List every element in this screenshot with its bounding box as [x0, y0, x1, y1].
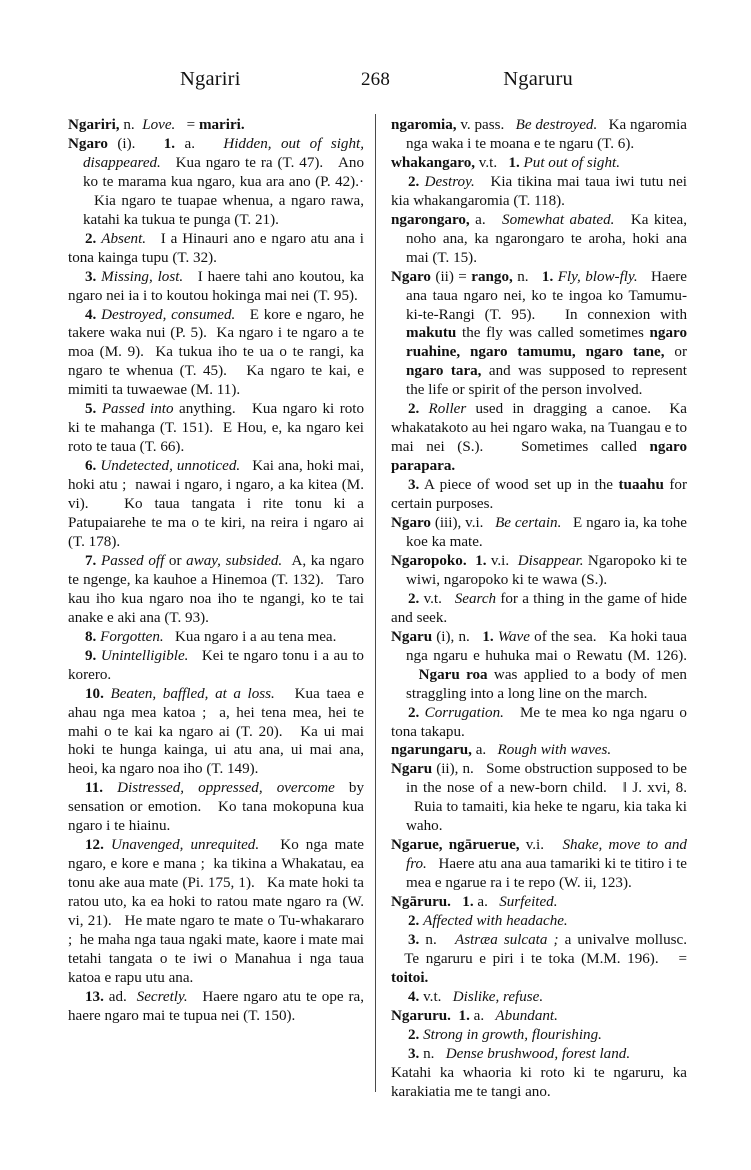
dictionary-entry: Ngāruru. 1. a. Surfeited. — [391, 894, 558, 911]
dictionary-sense: 11. Distressed, oppressed, overcome by sensation or emotion. Ko tana mokopuna kua ngaro i te hiainu. — [68, 780, 364, 835]
dictionary-entry: Ngaropoko. 1. v.i. Disappear. Ngaropoko ki te wiwi, ngaropoko ki te wawa (S.). — [391, 552, 687, 588]
dictionary-continuation: Katahi ka whaoria ki roto ki te ngaruru, ka karakiatia me te tangi ano. — [391, 1064, 687, 1100]
dictionary-sense: 2. Absent. I a Hinauri ano e ngaro atu ana i tona kainga tupu (T. 32). — [68, 230, 365, 266]
dictionary-sense: 4. v.t. Dislike, refuse. — [408, 988, 544, 1005]
dictionary-sense: 2. Destroy. Kia tikina mai taua iwi tutu nei kia whakangaromia (T. 118). — [391, 173, 687, 209]
running-head-left-headword: Ngariri — [180, 68, 241, 90]
dictionary-sense: 6. Undetected, unnoticed. Kai ana, hoki mai, hoki atu ; nawai i ngaro, i ngaro, a ka kitea (M. vi). Ko taua tangata i rite tonu ki a Patupaiarehe te ma o te kiri, na reira i ngaro ai (T. 178). — [68, 458, 364, 550]
page-number: 268 — [360, 69, 391, 90]
dictionary-sense: 5. Passed into anything. Kua ngaro ki roto ki te mahanga (T. 151). E Hou, e, ka ngaro kei roto te taua (T. 66). — [68, 401, 365, 456]
dictionary-entry: ngaromia, v. pass. Be destroyed. Ka ngaromia nga waka i te moana e te ngaru (T. 6). — [391, 117, 687, 152]
dictionary-sense: 2. Roller used in dragging a canoe. Ka whakatakoto au hei ngaro waka, na Tuangau e to mai nei (S.). Sometimes called ngaro parapara. — [391, 401, 687, 475]
dictionary-sense: 9. Unintelligible. Kei te ngaro tonu i a au to korero. — [68, 647, 364, 683]
dictionary-entry: Ngarue, ngāruerue, v.i. Shake, move to and fro. Haere atu ana aua tamariki ki te titiro i te mea e ngarue ra i te repo (W. ii, 123). — [391, 837, 687, 892]
dictionary-sense: 2. Corrugation. Me te mea ko nga ngaru o tona takapu. — [391, 704, 687, 740]
dictionary-sense: 2. Strong in growth, flourishing. — [408, 1026, 602, 1043]
dictionary-sense: 3. Missing, lost. I haere tahi ano koutou, ka ngaro nei ia i to koutou hokinga mai nei (T. 95). — [68, 268, 364, 304]
dictionary-sense: 4. Destroyed, consumed. E kore e ngaro, he takere waka nui (P. 5). Ka ngaro i te ngaro a te moa (M. 9). Ka tukua iho te ua o te rangi, ka ngaro te whenua (T. 45). Ka ngaro te kai, e mimiti ta tuwaewae (M. 11). — [68, 306, 364, 399]
dictionary-sense: 2. Affected with headache. — [408, 913, 568, 930]
dictionary-sense: 2. v.t. Search for a thing in the game of hide and seek. — [391, 590, 687, 626]
dictionary-sense: 12. Unavenged, unrequited. Ko nga mate ngaro, e kore e mana ; ka tikina a Whakatau, ea tonu ake aua mate (Pi. 175, 1). Ka mate hoki ta ratou uto, ka ea hoki to ratou mate ngaro ra (W. vi, 21). He mate ngaro te mate o Tu-whakararo ; he maha nga taua ngaki mate, kaore i mate mai tetahi tangata o te iwi o Manahua i nga taua katoa e rapu utu ana. — [68, 837, 364, 986]
dictionary-entry: Ngariri, n. Love. = mariri. — [68, 117, 245, 133]
running-head — [68, 68, 683, 98]
dictionary-entry: ngarungaru, a. Rough with waves. — [391, 742, 612, 759]
dictionary-sense: 3. A piece of wood set up in the tuaahu for certain purposes. — [391, 477, 687, 513]
column-divider-rule — [375, 114, 376, 1092]
dictionary-entry: Ngaru (ii), n. Some obstruction supposed to be in the nose of a new-born child. ‖ J. xvi, 8. Ruia to tamaiti, kia heke te ngaru, kia taka ki waho. — [391, 761, 687, 835]
dictionary-entry: Ngaro (iii), v.i. Be certain. E ngaro ia, ka tohe koe ka mate. — [391, 515, 687, 550]
dictionary-sense: 10. Beaten, baffled, at a loss. Kua taea e ahau nga mea katoa ; a, hei tena mea, hei te mahi o te kai ka ngaro ai (T. 20). Ka ui mai hoki te hunga kainga, ui atu ana, ui mai ana, heoi, ka ngaro noa iho (T. 149). — [68, 685, 364, 778]
dictionary-entry: Ngaruru. 1. a. Abundant. — [391, 1007, 558, 1024]
dictionary-sense: 7. Passed off or away, subsided. A, ka ngaro te ngenge, ka kauhoe a Hinemoa (T. 132). Taro kau iho kua ngaro noa iho te ngangi, ko te tai anake e aki ana (T. 93). — [68, 552, 364, 626]
dictionary-entry: ngarongaro, a. Somewhat abated. Ka kitea, noho ana, ka ngarongaro te aroha, hoki ana mai (T. 15). — [391, 211, 687, 266]
dictionary-entry: whakangaro, v.t. 1. Put out of sight. — [391, 154, 620, 171]
running-head-right-headword: Ngaruru — [503, 68, 573, 90]
left-text-column — [68, 116, 364, 1026]
dictionary-sense: 3. n. Astræa sulcata ; a univalve mollusc. Te ngaruru e piri i te toka (M.M. 196). = toitoi. — [391, 931, 688, 986]
dictionary-entry: Ngaro (ii) = rango, n. 1. Fly, blow-fly. Haere ana taua ngaro nei, ko te ingoa ko Tamumu-ki-te-Rangi (T. 95). In connexion with makutu the fly was called sometimes ngaro ruahine, ngaro tamumu, ngaro tane, or ngaro tara, and was supposed to represent the life or spirit of the person involved. — [391, 268, 688, 399]
dictionary-entry: Ngaru (i), n. 1. Wave of the sea. Ka hoki taua nga ngaru e huhuka mai o Rewatu (M. 126). Ngaru roa was applied to a body of men straggling into a long line on the march. — [391, 628, 687, 702]
dictionary-sense: 3. n. Dense brushwood, forest land. — [408, 1045, 631, 1062]
dictionary-sense: 8. Forgotten. Kua ngaro i a au tena mea. — [85, 628, 337, 645]
dictionary-entry: Ngaro (i). 1. a. Hidden, out of sight, disappeared. Kua ngaro te ra (T. 47). Ano ko te marama kua ngaro, kua ara ano (P. 42).· Kia ngaro te tuapae whenua, a ngaro rawa, katahi ka tukua te punga (T. 21). — [68, 135, 364, 228]
right-text-column — [391, 116, 687, 1102]
dictionary-sense: 13. ad. Secretly. Haere ngaro atu te ope ra, haere ngaro mai te tupua nei (T. 150). — [68, 988, 365, 1024]
